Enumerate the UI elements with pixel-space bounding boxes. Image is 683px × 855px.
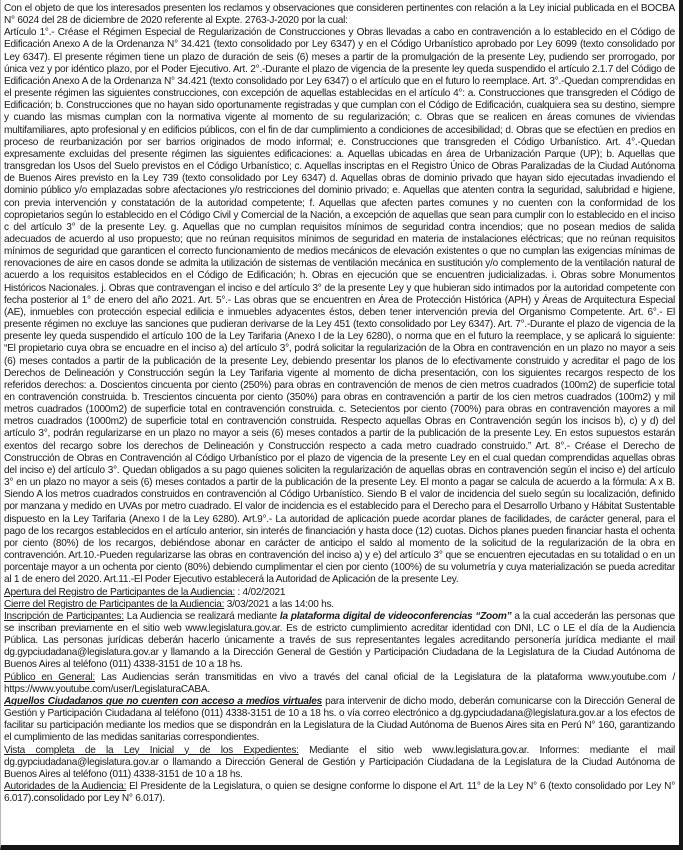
zoom-platform-highlight: la plataforma digital de videoconferencias “Zoom” bbox=[279, 610, 512, 622]
autoridades-audiencia-text: El Presidente de la Legislatura, o quien se designe conforme lo dispone el Art. 11° de la Ley N° 6 (texto consolidado por Ley N° 6.017).consolidado por Ley N° 6.017). bbox=[4, 781, 675, 805]
inscripcion-heading: Inscripción de Participantes: bbox=[4, 610, 124, 622]
law-body-text: Artículo 1°.- Créase el Régimen Especial de Regularización de Construcciones y Obras llevadas a cabo en contravención a lo establecido en el Código de Edificación Anexo A de la Ordenanza N° 34.421 (texto consolidado por Ley 6347) y en el Código Urbanístico aprobado por Ley 6099 (texto consolidado por Ley 6347). El presente régimen tiene un plazo de duración de seis (6) meses a partir de la promulgación de la presente Ley, pudiendo ser prorrogado, por única vez y por idéntico plazo, por el Poder Ejecutivo. Art. 2°.-Durante el plazo de vigencia de la presente ley queda suspendido el artículo 2.1.7 del Código de Edificación Anexo A de la Ordenanza N° 34.421 (texto consolidado por Ley 6347) o el artículo que en el futuro lo reemplace. Art. 3°.-Quedan comprendidas en el presente régimen las siguientes construcciones, con excepción de aquellas establecidas en el artículo 4°: a. Construcciones que transgreden el Código de Edificación; b. Construcciones que no hayan sido oportunamente registradas y que cumplan con el Código de Edificación, cualquiera sea su destino, siempre y cuando las mismas cumplan con la normativa vigente al momento de su regularización; c. Obras que se realicen en áreas comunes de viviendas multifamiliares, apto profesional y en edificios públicos, con el fin de dar cumplimiento a condiciones de accesibilidad; d. Obras que se efectúen en predios en proceso de reurbanización por ser barrios originados de modo informal; e. Construcciones que transgreden el Código Urbanístico. Art. 4°.-Quedan expresamente excluidas del presente régimen las siguientes edificaciones: a. Aquellas ubicadas en área de Urbanización Parque (UP); b. Aquellas que transgredan los Usos del Suelo previstos en el Código Urbanístico; c. Aquellas inscriptas en el Registro Único de Obras Paralizadas de la Ciudad Autónoma de Buenos Aires previsto en la Ley 739 (texto consolidado por Ley 6347) d. Aquellas obras de dominio privado que hayan sido ejecutadas invadiendo el dominio público y/o emplazadas sobre afectaciones y/o restricciones del dominio privado; e. Aquellas que atenten contra la seguridad, salubridad e higiene, con previa intervención y constatación de la autoridad competente; f. Aquellas que afecten partes comunes y no cuenten con la conformidad de los copropietarios según lo establecido en el Código Civil y Comercial de la Nación, a excepción de aquellas que sean para cumplir con lo establecido en el inciso c del artículo 3° de la presente Ley. g. Aquellas que no cumplan requisitos mínimos de seguridad contra incendios; que no posean medios de salida adecuados de acuerdo al uso propuesto; que no reúnan requisitos mínimos de seguridad en materia de instalaciones eléctricas; que no reúnan requisitos mínimos de seguridad que garanticen el correcto funcionamiento de medios mecánicos de elevación existentes o que no cumplan las exigencias mínimas de renovaciones de aire en casos donde se admita la utilización de sistemas de ventilación mecánica en sustitución y/o complemento de la ventilación natural de acuerdo a los requisitos establecidos en el Código de Edificación; h. Obras en ejecución que se encuentren judicializadas. i. Obras sobre Monumentos Históricos Nacionales. j. Obras que contravengan el inciso e del artículo 3° de la presente Ley y que hubieran sido intimados por la autoridad competente con fecha posterior al 1° de enero del año 2021. Art. 5°.- Las obras que se encuentren en Área de Protección Histórica (APH) y Áreas de Arquitectura Especial (AE), inmuebles con protección especial edilicia e inmuebles adyacentes éstos, deben tener intervención previa del Organismo Competente. Art. 6°.- El presente régimen no excluye las sanciones que pudieran derivarse de la Ley 451 (texto consolidado por Ley 6347). Art. 7°.-Durante el plazo de vigencia de la presente ley queda suspendido el artículo 100 de la Ley Tarifaria (Anexo I de la Ley 6280), o norma que en el futuro la reemplace, y se aplicará lo siguiente: “El propietario cuya obra se encuadre en el inciso a) del artículo 3°, podrá solicitar la regularización de la Obra en contravención en un plazo no mayor a seis (6) meses contados a partir de la publicación de la presente Ley, debiendo presentar los planos de lo efectivamente construido y acreditar el pago de los Derechos de Delineación y Construcción según la Ley Tarifaria vigente al momento de dicha presentación, con los siguientes recargos respecto de los referidos derechos: a. Doscientos cincuenta por ciento (250%) para obras en contravención de menos de cien metros cuadrados (100m2) de superficie total en contravención construida. b. Trescientos cincuenta por ciento (350%) para obras en contravención a partir de los cien metros cuadrados (100m2) y mil metros cuadrados (1000m2) de superficie total en contravención construida. c. Setecientos por ciento (700%) para obras en contravención mayores a mil metros cuadrados (1000m2) de superficie total en contravención construida. Respecto aquellas Obras en Contravención según los incisos b), c) y d) del artículo 3°, podrán regularizarse en un plazo no mayor a seis (6) meses contados a partir de la publicación de la presente Ley. En estos supuestos estarán exentos del recargo sobre los derechos de Delineación y Construcción respecto a cada metro cuadrado construido.” Art. 8°.- Créase el Derecho de Construcción de Obras en Contravención al Código Urbanístico por el plazo de vigencia de la presente Ley en el cual quedan comprendidas aquellas obras del inciso e) del artículo 3°. Quedan obligados a su pago quienes soliciten la regularización de aquellas obras en contravención según el inciso e) del artículo 3° en un plazo no mayor a seis (6) meses contados a partir de la publicación de la presente Ley. El monto a pagar se calcula de acuerdo a la fórmula: A x B. Siendo A los metros cuadrados construidos en contravención al Código Urbanístico. Siendo B el valor de incidencia del suelo según su localización, definido por manzana y medido en UVAs por metro cuadrado. El valor de incidencia es el establecido para el Derecho para el Desarrollo Urbano y Hábitat Sustentable dispuesto en la Ley Tarifaria (Anexo I de la Ley 6280). Art.9°.- La autoridad de aplicación puede acordar planes de facilidades, de carácter general, para el pago de los recargos establecidos en el artículo anterior, sin interés de financiación y hasta doce (12) cuotas. Dichos planes pueden financiar hasta el ochenta por ciento (80%) de los recargos, debiéndose abonar en carácter de anticipo el saldo al momento de la solicitud de la regularización de la obra en contravención. Art.10.-Pueden regularizarse las obras en contravención del inciso a) y e) del artículo 3° que se encuentren ejecutadas en su totalidad o en un porcentaje mayor a un ochenta por ciento (80%) debiendo cumplimentar el cien por ciento (100%) de su volumetría y cuya materialización se pueda acreditar al 1 de enero del 2020. Art.11.-El Poder Ejecutivo establecerá la Autoridad de Aplicación de la presente Ley. bbox=[4, 27, 675, 586]
intro-paragraph bbox=[4, 3, 675, 27]
cierre-registro-heading: Cierre del Registro de Participantes de la Audiencia: bbox=[4, 598, 225, 610]
section-publico-general bbox=[4, 672, 675, 696]
publico-general-text: Las Audiencias serán transmitidas en vivo a través del canal oficial de la Legislatura de la plataforma www.youtube.com / https://www.youtube.com/user/LegislaturaCABA. bbox=[4, 671, 675, 695]
apertura-registro-date: : 4/02/2021 bbox=[237, 586, 286, 598]
autoridades-audiencia-heading: Autoridades de la Audiencia: bbox=[4, 781, 127, 792]
intro-text: Con el objeto de que los interesados presenten los reclamos y observaciones que consideren pertinentes con relación a la Ley inicial publicada en el BOCBA N° 6024 del 28 de diciembre de 2020 referente al Expte. 2763-J-2020 por la cual: bbox=[4, 3, 675, 27]
ciudadanos-sin-acceso-heading: Aquellos Ciudadanos que no cuenten con acceso a medios virtuales bbox=[4, 695, 323, 707]
section-apertura-registro bbox=[4, 587, 675, 599]
vista-completa-heading: Vista completa de la Ley Inicial y de los Expedientes: bbox=[4, 744, 299, 756]
section-autoridades-audiencia bbox=[4, 781, 675, 805]
ciudadanos-sin-acceso-text: para intervenir de dicho modo, deberán comunicarse con la Dirección General de Gestión y Participación Ciudadana al teléfono (011) 4338-3151 de 10 a 18 hs. o vía correo electrónico a dg.gypciudadana@legislatura.gov.ar a los efectos de facilitar su participación mediante los medios que se dispondrán en la Legislatura de la Ciudad Autónoma de Buenos Aires sita en Perú N° 160, garantizando el cumplimiento de las medidas sanitarias correspondientes. bbox=[4, 695, 676, 744]
section-vista-completa bbox=[4, 745, 675, 781]
publico-general-heading: Público en General: bbox=[4, 671, 95, 683]
section-cierre-registro bbox=[4, 599, 675, 611]
cierre-registro-date: 3/03/2021 a las 14:00 hs. bbox=[226, 598, 334, 610]
inscripcion-text-after: a la cual accederán las personas que se inscriban previamente en el sitio web www.legislatura.gov.ar. Es de estricto cumplimiento acreditar identidad con DNI, LC o LE el día de la Audiencia Pública. Las personas jurídicas deberán hacerlo únicamente a través de sus representantes legales acreditando personería jurídica mediante el mail dg.gypciudadana@legislatura.gov.ar y llamando a la Dirección General de Gestión y Participación Ciudadana de la Legislatura de la Ciudad Autónoma de Buenos Aires al teléfono (011) 4338-3151 de 10 a 18 hs. bbox=[4, 610, 675, 671]
inscripcion-text-before: La Audiencia se realizará mediante bbox=[126, 610, 277, 622]
apertura-registro-heading: Apertura del Registro de Participantes de la Audiencia: bbox=[4, 586, 235, 598]
law-body-paragraph bbox=[4, 27, 675, 586]
section-ciudadanos-sin-acceso bbox=[4, 696, 675, 745]
section-inscripcion-participantes bbox=[4, 611, 675, 672]
vista-completa-text: Mediante el sitio web www.legislatura.gov.ar. Informes: mediante el mail dg.gypciudadana@legislatura.gov.ar o llamando a Dirección General de Gestión y Participación Ciudadana de la Legislatura de la Ciudad Autónoma de Buenos Aires al teléfono (011) 4338-3151 de 10 a 18 hs. bbox=[4, 744, 675, 780]
